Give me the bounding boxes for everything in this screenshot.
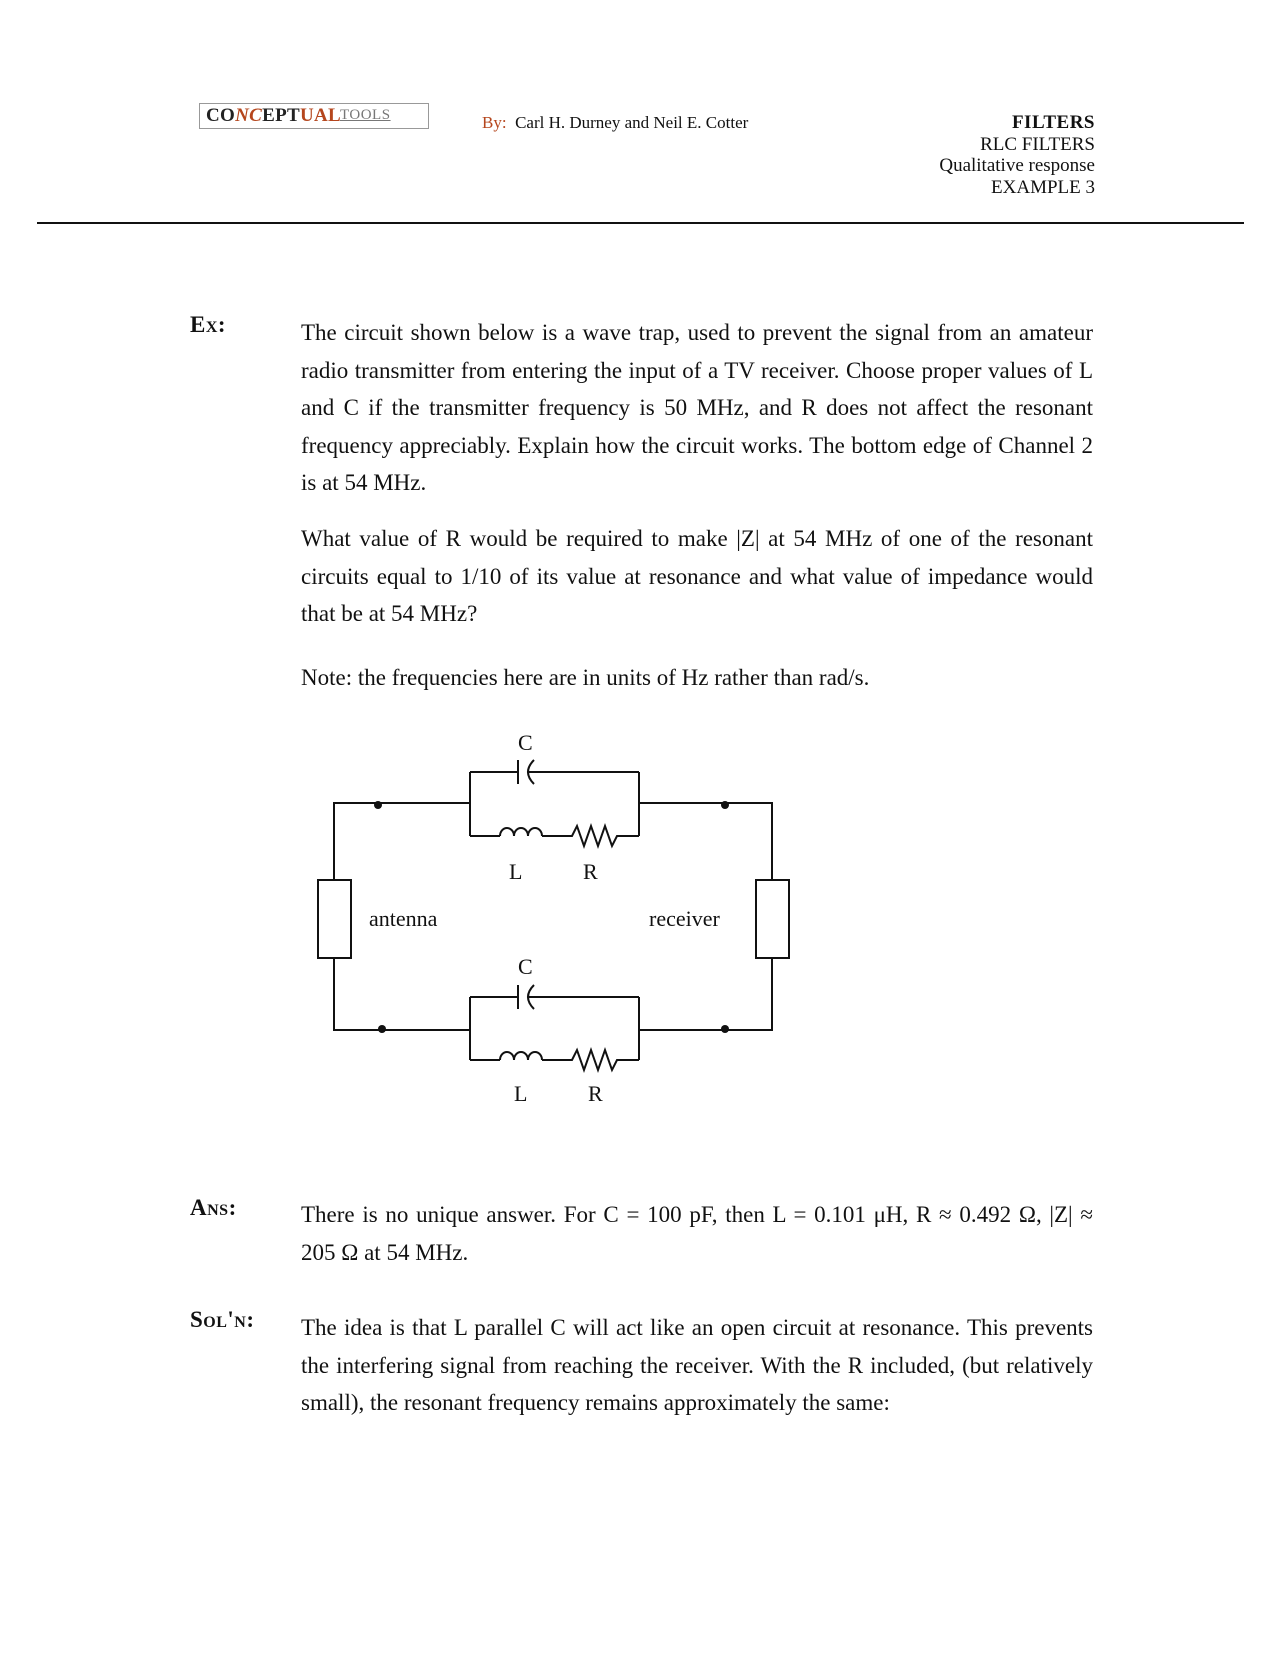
solution-text: The idea is that L parallel C will act like an open circuit at resonance. This prevents the interfering signal from reaching the receiver. With the R included, (but relatively small), the resonant frequency remains approximately the same: [301,1315,1093,1415]
wire-top-right [639,803,772,880]
problem-paragraph-1: The circuit shown below is a wave trap, used to prevent the signal from an amateur radio transmitter from entering the input of a TV receiver. Choose proper values of L and C if the transmitter frequency is 50 MHz, and R does not affect the resonant frequency appreciably. Explain how the circuit works. The bottom edge of Channel 2 is at 54 MHz. [301,320,1093,495]
bottom-resistor [542,1050,639,1070]
topic-title: FILTERS [1011,112,1095,133]
bottom-tank-circuit [470,985,639,1070]
subtopic: RLC FILTERS [980,133,1095,155]
byline [482,113,748,133]
wire-bottom-right [639,958,772,1030]
top-tank-circuit [470,760,639,846]
bottom-inductor-label: L [514,1081,528,1106]
antenna-label: antenna [369,906,438,931]
junction-dot [721,801,729,809]
wire-bottom-left [334,958,470,1030]
section-title: Qualitative response [939,155,1095,176]
problem-paragraph-2: What value of R would be required to make |Z| at 54 MHz of one of the resonant circuits equal to 1/10 of its value at resonance and what value of impedance would that be at 54 MHz? [301,526,1093,626]
logo-wordmark [206,105,341,127]
bottom-inductor [500,1052,542,1060]
soln-label: Sol'n: [190,1307,255,1332]
receiver-block [756,880,789,958]
top-capacitor-label: C [518,730,533,755]
answer-text: There is no unique answer. For C = 100 pF, then L = 0.101 μH, R ≈ 0.492 Ω, |Z| ≈ 205 Ω at 54 MHz. [301,1202,1093,1265]
circuit-svg [300,720,800,1110]
logo-part-4: UAL [299,105,341,126]
conceptual-tools-logo [199,103,429,129]
junction-dot [378,1025,386,1033]
receiver-label: receiver [649,906,720,931]
example-number: EXAMPLE 3 [991,176,1095,198]
authors: Carl H. Durney and Neil E. Cotter [515,113,749,132]
antenna-block [318,880,351,958]
logo-part-1: CO [206,105,236,126]
top-resistor [542,826,639,846]
logo-part-3: EPT [262,105,300,126]
ans-label: Ans: [190,1195,237,1220]
logo-part-2: NC [235,105,263,126]
header-rule [37,222,1244,224]
top-resistor-label: R [583,859,598,884]
top-inductor [500,828,542,836]
bottom-capacitor-label: C [518,954,533,979]
wave-trap-circuit-diagram [300,720,800,1115]
bottom-resistor-label: R [588,1081,603,1106]
logo-tools: TOOLS [340,107,391,123]
by-label: By: [482,113,507,132]
problem-note: Note: the frequencies here are in units of Hz rather than rad/s. [301,665,870,690]
top-inductor-label: L [509,859,523,884]
wire-top-left [334,803,470,880]
header-topic-block [939,112,1095,198]
junction-dot [374,801,382,809]
ex-label: Ex: [190,312,227,337]
junction-dot [721,1025,729,1033]
